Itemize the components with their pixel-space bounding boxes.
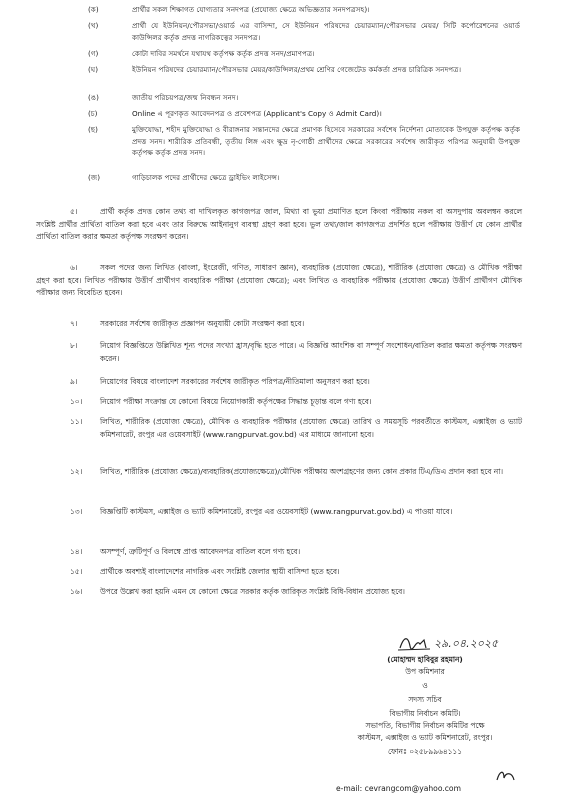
numbered-item: [36, 340, 522, 365]
item-text: নিয়োগ পরীক্ষা সংক্রান্ত যে কোনো বিষয়ে নিয়োগকারী কর্তৃপক্ষের সিদ্ধান্ত চূড়ান্ত বলে গণ্য হবে।: [100, 397, 372, 406]
signatory-committee: বিভাগীয় নির্বাচন কমিটি।: [389, 709, 461, 718]
sub-item-label: (জ): [88, 173, 101, 182]
signatory-role: সদস্য সচিব: [408, 695, 442, 704]
handwritten-signature: [396, 632, 516, 654]
sub-item-text: Online এ পূরণকৃত আবেদনপত্র ও প্রবেশপত্র (Applicant's Copy ও Admit Card)।: [132, 109, 382, 118]
signatory-on-behalf: সভাপতি, বিভাগীয় নির্বাচন কমিটির পক্ষে: [365, 721, 485, 730]
signatory-name: (মোহাম্মদ হাবিবুর রহমান): [387, 655, 463, 664]
item-number: ৫।: [70, 207, 78, 216]
sub-item: [88, 108, 520, 120]
item-number: ১৪।: [70, 547, 83, 556]
numbered-item: [36, 466, 522, 479]
item-text: নিয়োগ বিজ্ঞপ্তিতে উল্লিখিত শূন্য পদের সংখ্যা হ্রাস/বৃদ্ধি হতে পারে। এ বিজ্ঞপ্তি আংশিক বা সম্পূর্ণ সংশোধন/বাতিল করার ক্ষমতা কর্তৃপক্ষ সংরক্ষণ করেন।: [100, 341, 522, 363]
sub-item-text: কোটা দাবির সমর্থনে যথাযথ কর্তৃপক্ষ কর্তৃক প্রদত্ত সনদ/প্রমাণপত্র।: [132, 49, 315, 58]
item-number: ৮।: [70, 341, 78, 350]
item-text: অসম্পূর্ণ, ত্রুটিপূর্ণ ও বিলম্বে প্রাপ্ত আবেদনপত্র বাতিল বলে গণ্য হবে।: [100, 547, 301, 556]
numbered-item: [36, 586, 522, 599]
item-number: ১০।: [70, 397, 83, 406]
sub-item: [88, 92, 520, 104]
item-text: প্রার্থী কর্তৃক প্রদত্ত কোন তথ্য বা দাখিলকৃত কাগজপত্র জাল, মিথ্যা বা ভুয়া প্রমাণিত হলে কিংবা পরীক্ষায় নকল বা অসদুপায় অবলম্বন করলে সংশ্লিষ্ট প্রার্থীর প্রার্থিতা বাতিল করা হবে এবং তার বিরুদ্ধে আইনানুগ ব্যবস্থা গ্রহণ করা হবে। ভুল তথ্য/জাল কাগজপত্র প্রদর্শিত হলে পরীক্ষায় উত্তীর্ণ যে কোন প্রার্থীর প্রার্থিতা বাতিল করার ক্ষমতা কর্তৃপক্ষ সংরক্ষণ করেন।: [36, 207, 522, 241]
item-text: লিখিত, শারীরিক (প্রযোজ্য ক্ষেত্রে)/ব্যবহারিক(প্রযোজ্যক্ষেত্রে)/মৌখিক পরীক্ষায় অংশগ্রহণের জন্য কোন প্রকার টিএ/ডিএ প্রদান করা হবে না।: [100, 467, 503, 476]
signatory-designation: উপ কমিশনার: [405, 667, 445, 676]
sub-item: [88, 64, 520, 76]
item-number: ৭।: [70, 319, 78, 328]
numbered-item: [36, 416, 522, 441]
numbered-item: [36, 546, 522, 559]
numbered-item: [36, 206, 522, 244]
sub-item: [88, 20, 520, 43]
item-text: উপরে উল্লেখ করা হয়নি এমন যে কোনো ক্ষেত্রে সরকার কর্তৃক জারিকৃত সংশ্লিষ্ট বিধি-বিধান প্রযোজ্য হবে।: [100, 587, 405, 596]
item-text: বিজ্ঞপ্তিটি কাস্টমস, এক্সাইজ ও ভ্যাট কমিশনারেট, রংপুর এর ওয়েবসাইট (www.rangpurvat.gov.bd) এ পাওয়া যাবে।: [100, 507, 453, 516]
item-number: ৬।: [70, 263, 78, 272]
sub-item-label: (ছ): [88, 125, 98, 134]
sub-item-text: মুক্তিযোদ্ধা, শহীদ মুক্তিযোদ্ধা ও বীরাঙ্গনার সন্তানদের ক্ষেত্রে প্রমাণক হিসেবে সরকারের সর্বশেষ নির্দেশনা মোতাবেক উপযুক্ত কর্তৃপক্ষ কর্তৃক প্রদত্ত সনদ। শারীরিক প্রতিবন্ধী, তৃতীয় লিঙ্গ এবং ক্ষুদ্র নৃ-গোষ্ঠী প্রার্থীদের ক্ষেত্রে সরকারের সর্বশেষ জারীকৃত পরিপত্র অনুযায়ী উপযুক্ত কর্তৃপক্ষ কর্তৃক প্রদত্ত সনদ।: [132, 125, 520, 157]
sub-item: [88, 48, 520, 60]
signatory-and: ও: [422, 681, 428, 690]
sub-item-label: (ক): [88, 5, 99, 14]
numbered-item: [36, 506, 522, 519]
sub-item-text: ইউনিয়ন পরিষদের চেয়ারম্যান/পৌরসভার মেয়র/কাউন্সিলর/প্রথম শ্রেণির গেজেটেড কর্মকর্তা প্রদত্ত চারিত্রিক সনদপত্র।: [132, 65, 462, 74]
sub-item: [88, 124, 520, 159]
item-text: সকল পদের জন্য লিখিত (বাংলা, ইংরেজী, গণিত, সাধারণ জ্ঞান), ব্যবহারিক (প্রযোজ্য ক্ষেত্রে), শারীরিক (প্রযোজ্য ক্ষেত্রে) ও মৌখিক পরীক্ষা গ্রহণ করা হবে। লিখিত পরীক্ষায় উত্তীর্ণ প্রার্থীগণ ব্যবহারিক পরীক্ষা (প্রযোজ্য ক্ষেত্রে); এবং লিখিত ও ব্যবহারিক পরীক্ষায় (প্রযোজ্য ক্ষেত্রে) উত্তীর্ণ প্রার্থীগণ মৌখিক পরীক্ষার জন্য বিবেচিত হবেন।: [36, 263, 522, 297]
sub-item-label: (ঙ): [88, 93, 99, 102]
item-text: সরকারের সর্বশেষ জারীকৃত প্রজ্ঞাপন অনুযায়ী কোটা সংরক্ষণ করা হবে।: [100, 319, 305, 328]
handwritten-initial: [494, 768, 518, 784]
sub-item: [88, 4, 520, 16]
signatory-email: e-mail: cevrangcom@yahoo.com: [336, 784, 461, 793]
item-number: ১৫।: [70, 567, 83, 576]
sub-item-text: গাড়িচালক পদের প্রার্থীদের ক্ষেত্রে ড্রাইভিং লাইসেন্স।: [132, 173, 280, 182]
item-text: প্রার্থীকে অবশ্যই বাংলাদেশের নাগরিক এবং সংশ্লিষ্ট জেলার স্থায়ী বাসিন্দা হতে হবে।: [100, 567, 340, 576]
sub-item-text: জাতীয় পরিচয়পত্র/জন্ম নিবন্ধন সনদ।: [132, 93, 239, 102]
item-text: লিখিত, শারীরিক (প্রযোজ্য ক্ষেত্রে), মৌখিক ও ব্যবহারিক পরীক্ষার (প্রযোজ্য ক্ষেত্রে) তারিখ ও সময়সূচি পরবর্তীতে কাস্টমস, এক্সাইজ ও ভ্যাট কমিশনারেট, রংপুর এর ওয়েবসাইট (www.rangpurvat.gov.bd) এর মাধ্যমে জানানো হবে।: [100, 417, 522, 439]
item-number: ১৩।: [70, 507, 83, 516]
numbered-item: [36, 396, 522, 409]
sub-item-label: (খ): [88, 21, 99, 30]
numbered-item: [36, 318, 522, 331]
item-number: ১৬।: [70, 587, 83, 596]
item-number: ১১।: [70, 417, 83, 426]
signatory-phone: ফোনঃ ০২৫৮৯৯৬৪১১১: [387, 747, 463, 756]
sub-item-text: প্রার্থীর সকল শিক্ষাগত যোগ্যতার সনদপত্র (প্রযোজ্য ক্ষেত্রে অভিজ্ঞতার সনদপত্রসহ)।: [132, 5, 370, 14]
numbered-item: [36, 376, 522, 389]
signature-date: ২৯.০৪.২০২৫: [434, 637, 499, 650]
sub-item-text: প্রার্থী যে ইউনিয়ন/পৌরসভা/ওয়ার্ড এর বাসিন্দা, সে ইউনিয়ন পরিষদের চেয়ারম্যান/পৌরসভার মেয়র/ সিটি কর্পোরেশনের ওয়ার্ড কাউন্সিলর কর্তৃক প্রদত্ত নাগরিকত্বের সনদপত্র।: [132, 21, 520, 42]
sub-item-label: (চ): [88, 109, 98, 118]
sub-item: [88, 172, 520, 184]
signatory-office: কাস্টমস, এক্সাইজ ও ভ্যাট কমিশনারেট, রংপুর।: [357, 733, 493, 742]
sub-item-label: (গ): [88, 49, 99, 58]
item-text: নিয়োগের বিষয়ে বাংলাদেশ সরকারের সর্বশেষ জারীকৃত পরিপত্র/নীতিমালা অনুসরণ করা হবে।: [100, 377, 370, 386]
item-number: ৯।: [70, 377, 78, 386]
numbered-item: [36, 566, 522, 579]
sub-item-label: (ঘ): [88, 65, 99, 74]
numbered-item: [36, 262, 522, 300]
item-number: ১২।: [70, 467, 83, 476]
